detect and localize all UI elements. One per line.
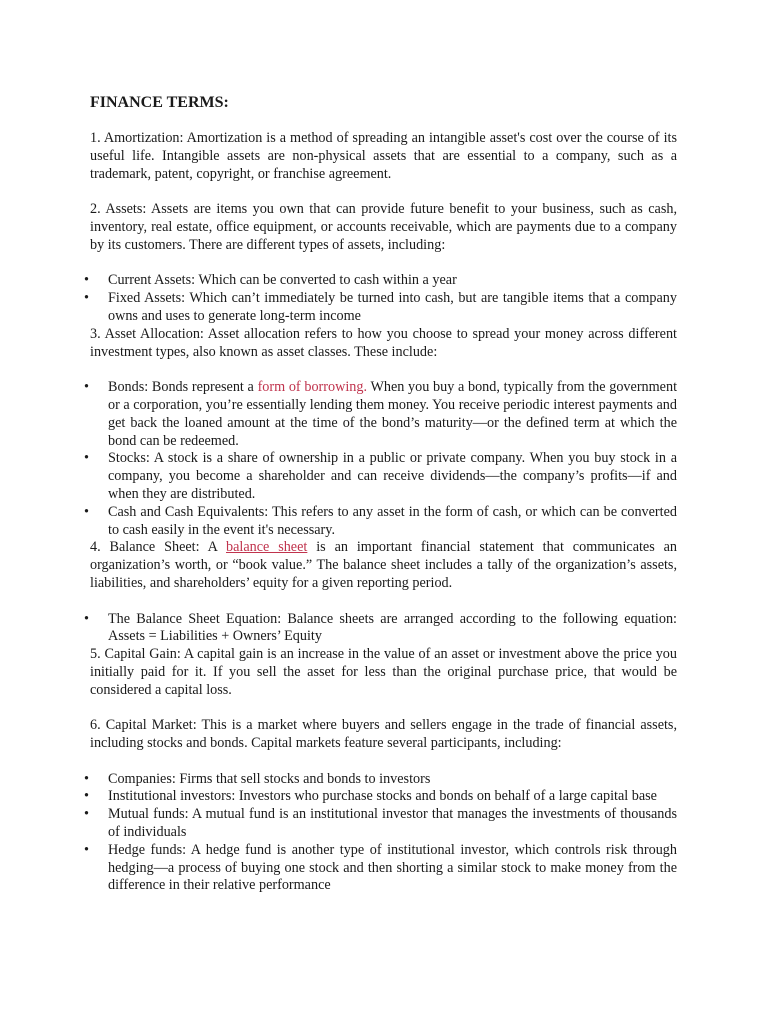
list-item: • Mutual funds: A mutual fund is an institutional investor that manages the investments of thousands of individuals — [90, 806, 677, 842]
form-of-borrowing-link[interactable]: form of borrowing. — [257, 379, 368, 396]
list-item-stocks: • Stocks: A stock is a share of ownership in a public or private company. When you buy stock in a company, you become a shareholder and can receive dividends—the company’s profits—if and when they are distributed. — [90, 450, 677, 503]
list-item: • Companies: Firms that sell stocks and bonds to investors — [90, 771, 677, 789]
paragraph-balance-sheet — [90, 539, 677, 592]
balance-text-after: is an important financial statement that communicates an organization’s worth, or “book value.” The balance sheet includes a tally of the organization’s assets, liabilities, and shareholders’ equity for a given reporting period. — [90, 539, 678, 591]
paragraph-asset-allocation: 3. Asset Allocation: Asset allocation refers to how you choose to spread your money across different investment types, also known as asset classes. These include: — [90, 325, 677, 360]
paragraph-capital-gain: 5. Capital Gain: A capital gain is an increase in the value of an asset or investment above the price you initially paid for it. If you sell the asset for less than the original purchase price, that would be considered a capital loss. — [90, 646, 677, 698]
balance-text-before: 4. Balance Sheet: A — [90, 539, 226, 556]
balance-sheet-link[interactable]: balance sheet — [226, 539, 308, 556]
list-item-cash: • Cash and Cash Equivalents: This refers to any asset in the form of cash, or which can be converted to cash easily in the event it's necessary. — [90, 504, 677, 540]
bonds-text-before: Bonds: Bonds represent a — [108, 379, 258, 396]
capital-market-list — [90, 771, 677, 896]
list-item: • Institutional investors: Investors who purchase stocks and bonds on behalf of a large capital base — [90, 788, 677, 806]
list-item: • Current Assets: Which can be converted to cash within a year — [90, 272, 677, 290]
paragraph-assets: 2. Assets: Assets are items you own that can provide future benefit to your business, such as cash, inventory, real estate, office equipment, or accounts receivable, which are payments due to a company by its customers. There are different types of assets, including: — [90, 201, 677, 253]
balance-sheet-list — [90, 611, 677, 647]
list-item: • Fixed Assets: Which can’t immediately be turned into cash, but are tangible items that a company owns and uses to generate long-term income — [90, 290, 677, 326]
asset-classes-list — [90, 379, 677, 539]
document-title: FINANCE TERMS: — [90, 94, 229, 111]
assets-list — [90, 272, 677, 325]
list-item-bonds — [90, 379, 677, 450]
paragraph-capital-market: 6. Capital Market: This is a market where buyers and sellers engage in the trade of financial assets, including stocks and bonds. Capital markets feature several participants, including: — [90, 717, 677, 752]
list-item: • The Balance Sheet Equation: Balance sheets are arranged according to the following equation: Assets = Liabilities + Owners’ Equity — [90, 611, 677, 647]
paragraph-amortization: 1. Amortization: Amortization is a method of spreading an intangible asset's cost over the course of its useful life. Intangible assets are non-physical assets that are essential to a company, such as a trademark, patent, copyright, or franchise agreement. — [90, 130, 677, 182]
list-item: • Hedge funds: A hedge fund is another type of institutional investor, which controls risk through hedging—a process of buying one stock and then shorting a similar stock to make money from the difference in their relative performance — [90, 842, 677, 895]
document-page — [90, 92, 677, 895]
bonds-text-after: When you buy a bond, typically from the government or a corporation, you’re essentially lending them money. You receive periodic interest payments and get back the loaned amount at the time of the bond’s maturity—or the defined term at which the bond can be redeemed. — [108, 379, 678, 449]
